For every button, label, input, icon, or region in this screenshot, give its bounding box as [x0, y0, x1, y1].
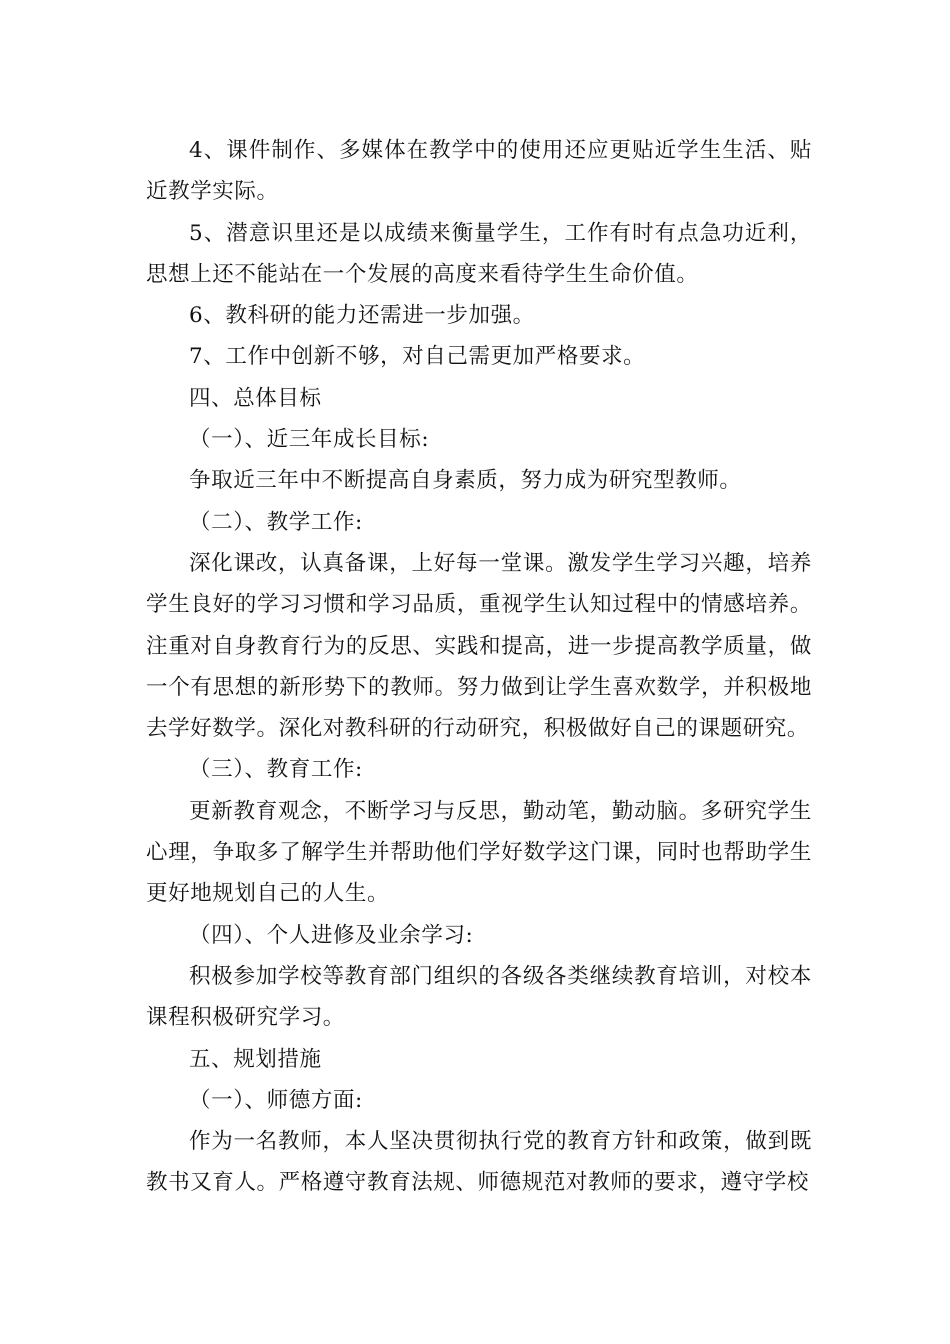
paragraph-item-4: 4、课件制作、多媒体在教学中的使用还应更贴近学生生活、贴近教学实际。 — [146, 138, 812, 205]
section-heading-planning-measures: 五、规划措施 — [189, 1046, 322, 1072]
paragraph-education-work: 更新教育观念，不断学习与反思，勤动笔，勤动脑。多研究学生心理，争取多了解学生并帮助他们学好数学这门课，同时也帮助学生更好地规划自己的人生。 — [146, 798, 812, 907]
subheading-teacher-ethics: （一）、师德方面: — [189, 1087, 363, 1113]
paragraph-teacher-ethics: 作为一名教师，本人坚决贯彻执行党的教育方针和政策，做到既教书又育人。严格遵守教育法规、师德规范对教师的要求，遵守学校 — [146, 1129, 812, 1196]
paragraph-item-5: 5、潜意识里还是以成绩来衡量学生，工作有时有点急功近利，思想上还不能站在一个发展的高度来看待学生生命价值。 — [146, 220, 812, 287]
paragraph-teaching-work: 深化课改，认真备课，上好每一堂课。激发学生学习兴趣，培养学生良好的学习习惯和学习品质，重视学生认知过程中的情感培养。注重对自身教育行为的反思、实践和提高，进一步提高教学质量，做一个有思想的新形势下的教师。努力做到让学生喜欢数学，并积极地去学好数学。深化对教科研的行动研究，积极做好自己的课题研究。 — [146, 550, 812, 742]
subheading-three-year-goal: （一）、近三年成长目标: — [189, 427, 430, 453]
section-heading-overall-goals: 四、总体目标 — [189, 385, 322, 411]
paragraph-item-7: 7、工作中创新不够，对自己需更加严格要求。 — [189, 344, 646, 370]
document-body — [146, 130, 812, 1204]
paragraph-item-6: 6、教科研的能力还需进一步加强。 — [189, 303, 535, 329]
subheading-personal-study: （四）、个人进修及业余学习: — [189, 922, 474, 948]
paragraph-three-year-goal: 争取近三年中不断提高自身素质，努力成为研究型教师。 — [189, 468, 742, 494]
subheading-education-work: （三）、教育工作: — [189, 757, 363, 783]
subheading-teaching-work: （二）、教学工作: — [189, 509, 363, 535]
paragraph-personal-study: 积极参加学校等教育部门组织的各级各类继续教育培训，对校本课程积极研究学习。 — [146, 963, 812, 1031]
